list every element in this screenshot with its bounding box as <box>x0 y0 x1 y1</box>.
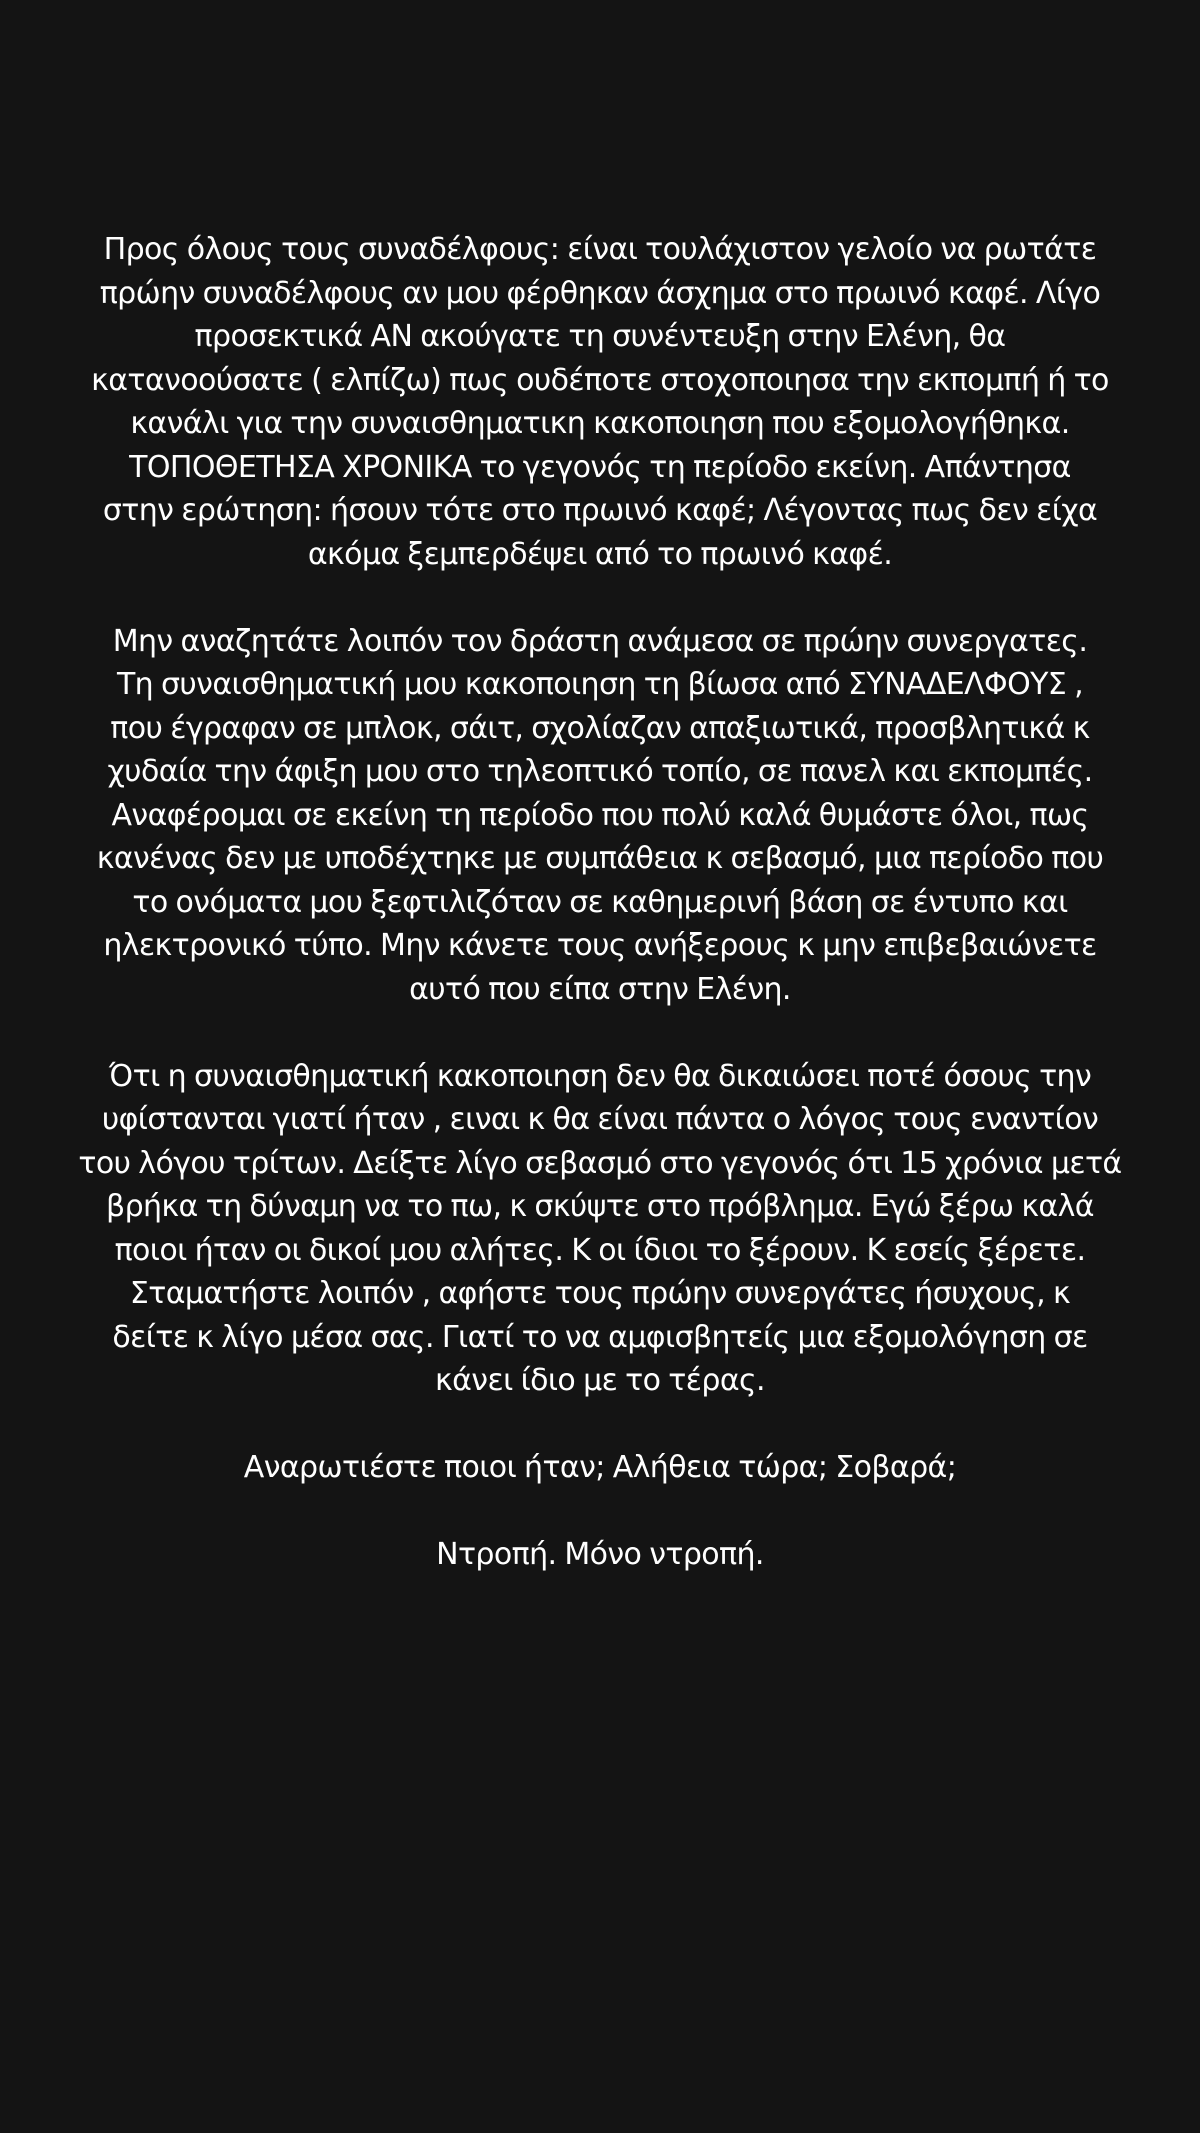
text-line: βρήκα τη δύναμη να το πω, κ σκύψτε στο πρόβλημα. Εγώ ξέρω καλά <box>106 1189 1094 1224</box>
paragraph-2 <box>50 620 1150 1012</box>
text-line: του λόγου τρίτων. Δείξτε λίγο σεβασμό στο γεγονός ότι 15 χρόνια μετά <box>78 1145 1122 1181</box>
paragraph-gap <box>50 1011 1150 1055</box>
text-line: Μην αναζητάτε λοιπόν τον δράστη ανάμεσα σε πρώην συνεργατες. <box>112 623 1088 659</box>
text-line: κάνει ίδιο με το τέρας. <box>435 1363 765 1398</box>
text-line: που έγραφαν σε μπλοκ, σάιτ, σχολίαζαν απαξιωτικά, προσβλητικά κ <box>110 710 1090 746</box>
paragraph-gap <box>50 576 1150 620</box>
text-line: Σταματήστε λοιπόν , αφήστε τους πρώην συνεργάτες ήσυχους, κ <box>129 1276 1071 1311</box>
text-line: Προς όλους τους συναδέλφους: είναι τουλάχιστον γελοίο να ρωτάτε <box>103 232 1097 267</box>
text-line: δείτε κ λίγο μέσα σας. Γιατί το να αμφισβητείς μια εξομολόγηση σε <box>112 1319 1088 1355</box>
text-line: Τη συναισθηματική μου κακοποιηση τη βίωσα από ΣΥΝΑΔΕΛΦΟΥΣ , <box>116 667 1084 702</box>
paragraph-1 <box>50 228 1150 576</box>
story-text <box>50 228 1150 1577</box>
text-line: κανάλι για την συναισθηματικη κακοποιηση που εξομολογήθηκα. <box>130 406 1070 441</box>
text-line: κανένας δεν με υποδέχτηκε με συμπάθεια κ σεβασμό, μια περίοδο που <box>96 841 1104 876</box>
text-line: αυτό που είπα στην Ελένη. <box>409 971 791 1007</box>
paragraph-5 <box>50 1533 1150 1577</box>
paragraph-3 <box>50 1055 1150 1403</box>
text-line: Αναφέρομαι σε εκείνη τη περίοδο που πολύ καλά θυμάστε όλοι, πως <box>111 797 1089 833</box>
text-line: ΤΟΠΟΘΕΤΗΣΑ ΧΡΟΝΙΚΑ το γεγονός τη περίοδο εκείνη. Απάντησα <box>129 449 1071 485</box>
text-line: Ότι η συναισθηματική κακοποιηση δεν θα δικαιώσει ποτέ όσους την <box>108 1058 1092 1094</box>
text-line: κατανοούσατε ( ελπίζω) πως ουδέποτε στοχοποιησα την εκπομπή ή το <box>91 362 1109 398</box>
text-line: χυδαία την άφιξη μου στο τηλεοπτικό τοπίο, σε πανελ και εκπομπές. <box>107 754 1093 789</box>
text-line: Ντροπή. Μόνο ντροπή. <box>436 1537 764 1572</box>
text-line: Αναρωτιέστε ποιοι ήταν; Αλήθεια τώρα; Σοβαρά; <box>243 1450 957 1485</box>
text-line: ακόμα ξεμπερδέψει από το πρωινό καφέ. <box>307 536 893 572</box>
text-line: υφίστανται γιατί ήταν , ειναι κ θα είναι πάντα ο λόγος τους εναντίον <box>101 1102 1099 1137</box>
text-line: ηλεκτρονικό τύπο. Μην κάνετε τους ανήξερους κ μην επιβεβαιώνετε <box>103 928 1097 963</box>
text-line: πρώην συναδέλφους αν μου φέρθηκαν άσχημα στο πρωινό καφέ. Λίγο <box>99 275 1101 311</box>
text-line: προσεκτικά ΑΝ ακούγατε τη συνέντευξη στην Ελένη, θα <box>194 319 1006 354</box>
text-line: στην ερώτηση: ήσουν τότε στο πρωινό καφέ; Λέγοντας πως δεν είχα <box>102 493 1098 528</box>
paragraph-gap <box>50 1490 1150 1534</box>
paragraph-4 <box>50 1446 1150 1490</box>
text-line: το ονόματα μου ξεφτιλιζόταν σε καθημερινή βάση σε έντυπο και <box>132 884 1068 920</box>
paragraph-gap <box>50 1403 1150 1447</box>
text-line: ποιοι ήταν οι δικοί μου αλήτες. Κ οι ίδιοι το ξέρουν. Κ εσείς ξέρετε. <box>114 1232 1086 1268</box>
